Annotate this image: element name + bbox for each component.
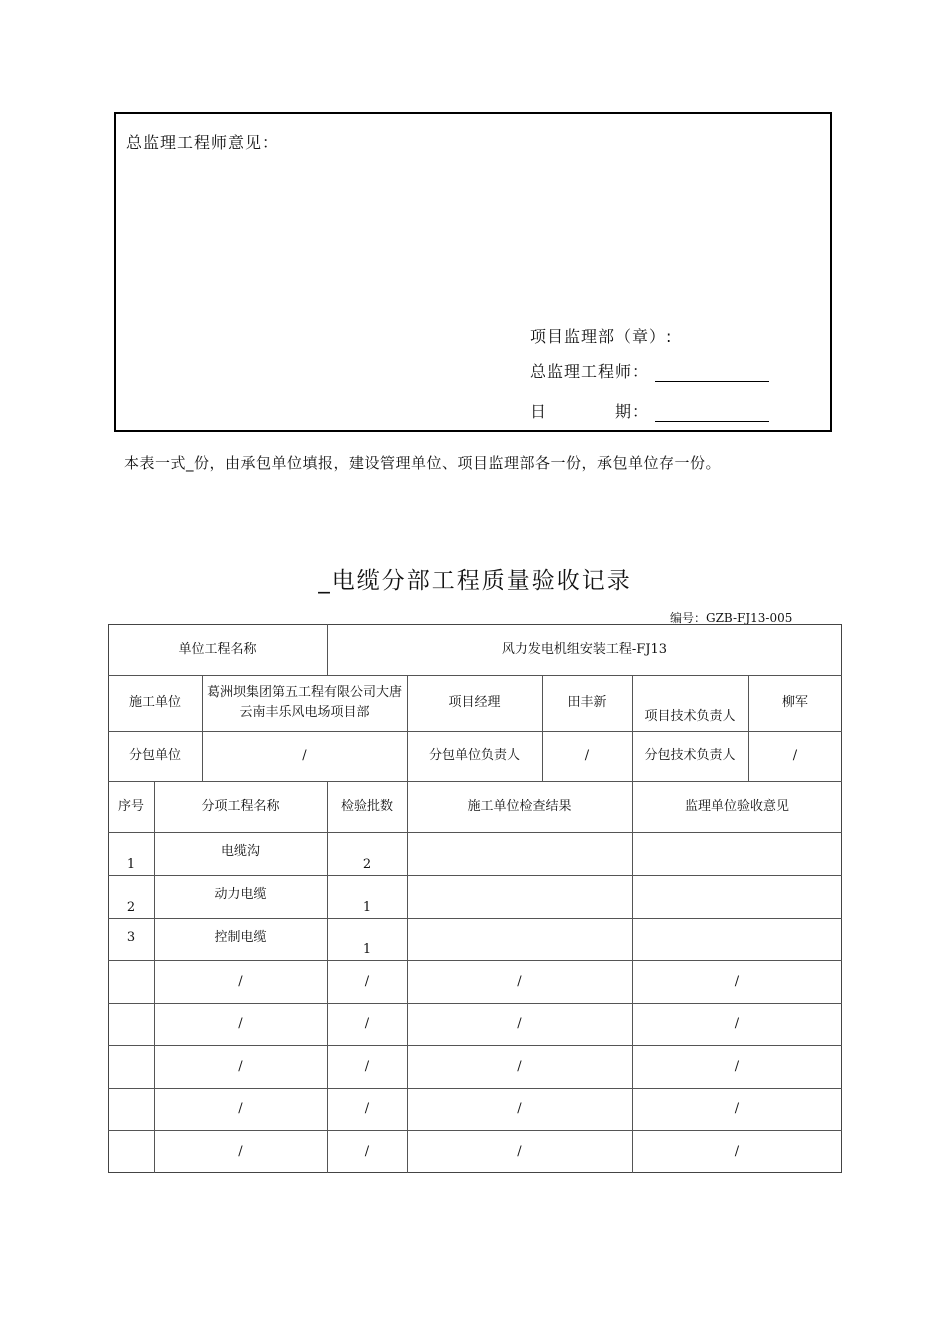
project-manager-label: 项目经理	[448, 695, 501, 710]
unit-name-value: 风力发电机组安装工程-FJ13	[501, 641, 668, 657]
engineer-signature-blank[interactable]	[655, 365, 769, 382]
row-4-supervisor-opinion: /	[734, 973, 740, 989]
row-5-contractor-result: /	[517, 1016, 522, 1031]
subcontractor-head-label: 分包单位负责人	[428, 748, 520, 763]
row-3-seq: 3	[126, 930, 136, 945]
row-5-item-name: /	[238, 1016, 243, 1031]
supervision-dept-seal-label	[530, 324, 672, 347]
header-contractor-result: 施工单位检查结果	[467, 798, 572, 814]
chief-engineer-signature-line	[530, 359, 769, 382]
row-4-item-name: /	[238, 973, 243, 989]
row-3-batch-count: 1	[362, 942, 372, 957]
copies-note: 本表一式_份，由承包单位填报，建设管理单位、项目监理部各一份，承包单位存一份。	[124, 454, 722, 472]
row-6-batch-count: /	[364, 1058, 370, 1074]
header-batch-count: 检验批数	[340, 798, 393, 814]
row-1-supervisor-opinion[interactable]	[632, 832, 842, 875]
row-8-seq	[108, 1130, 154, 1173]
row-7-seq	[108, 1088, 154, 1130]
header-seq: 序号	[117, 798, 144, 814]
date-label-text: 日 期：	[530, 402, 650, 421]
date-blank[interactable]	[655, 405, 769, 422]
subcontractor-tech-label: 分包技术负责人	[644, 748, 736, 763]
subcontractor-tech-value: /	[792, 748, 798, 763]
row-4-contractor-result: /	[517, 973, 522, 989]
row-2-contractor-result[interactable]	[407, 875, 632, 918]
acceptance-record-table	[108, 624, 842, 1173]
row-5-supervisor-opinion: /	[734, 1016, 740, 1031]
row-2-item-name: 动力电缆	[214, 887, 267, 902]
row-2-seq: 2	[126, 900, 136, 915]
row-5-batch-count: /	[364, 1016, 370, 1031]
row-1-seq: 1	[126, 857, 136, 872]
row-3-supervisor-opinion[interactable]	[632, 918, 842, 960]
header-supervisor-opinion: 监理单位验收意见	[684, 798, 789, 814]
date-line	[530, 399, 769, 422]
contractor-value: 葛洲坝集团第五工程有限公司大唐云南丰乐风电场项目部	[206, 685, 402, 720]
row-7-batch-count: /	[364, 1101, 370, 1116]
contractor-label: 施工单位	[128, 695, 181, 710]
row-7-contractor-result: /	[517, 1101, 522, 1116]
row-1-item-name: 电缆沟	[220, 844, 260, 859]
document-code: 编号：GZB-FJ13-005	[670, 611, 793, 625]
row-6-contractor-result: /	[517, 1058, 522, 1074]
row-8-contractor-result: /	[517, 1143, 522, 1159]
document-title: _电缆分部工程质量验收记录	[318, 568, 632, 594]
row-8-batch-count: /	[364, 1143, 370, 1159]
row-2-batch-count: 1	[362, 900, 372, 915]
dept-label-text: 项目监理部（章）:	[530, 327, 673, 346]
row-5-seq	[108, 1003, 154, 1045]
subcontractor-head-value: /	[584, 748, 590, 763]
row-3-contractor-result[interactable]	[407, 918, 632, 960]
row-6-seq	[108, 1045, 154, 1088]
subcontractor-label: 分包单位	[128, 748, 181, 763]
row-3-item-name: 控制电缆	[214, 930, 267, 945]
row-1-batch-count: 2	[362, 857, 372, 872]
unit-name-label: 单位工程名称	[178, 641, 257, 657]
row-7-supervisor-opinion: /	[734, 1101, 740, 1116]
row-6-item-name: /	[238, 1058, 243, 1074]
chief-engineer-opinion-box	[114, 112, 832, 432]
project-manager-value: 田丰新	[567, 695, 607, 710]
row-6-supervisor-opinion: /	[734, 1058, 740, 1074]
tech-lead-value: 柳军	[781, 695, 808, 710]
row-8-supervisor-opinion: /	[734, 1143, 740, 1159]
row-2-supervisor-opinion[interactable]	[632, 875, 842, 918]
header-item-name: 分项工程名称	[201, 798, 280, 814]
row-1-contractor-result[interactable]	[407, 832, 632, 875]
row-4-batch-count: /	[364, 973, 370, 989]
engineer-label-text: 总监理工程师：	[530, 362, 650, 381]
opinion-title: 总监理工程师意见：	[126, 133, 280, 152]
row-7-item-name: /	[238, 1101, 243, 1116]
row-8-item-name: /	[238, 1143, 243, 1159]
tech-lead-label: 项目技术负责人	[644, 709, 736, 724]
row-4-seq	[108, 960, 154, 1003]
subcontractor-value: /	[302, 748, 307, 763]
